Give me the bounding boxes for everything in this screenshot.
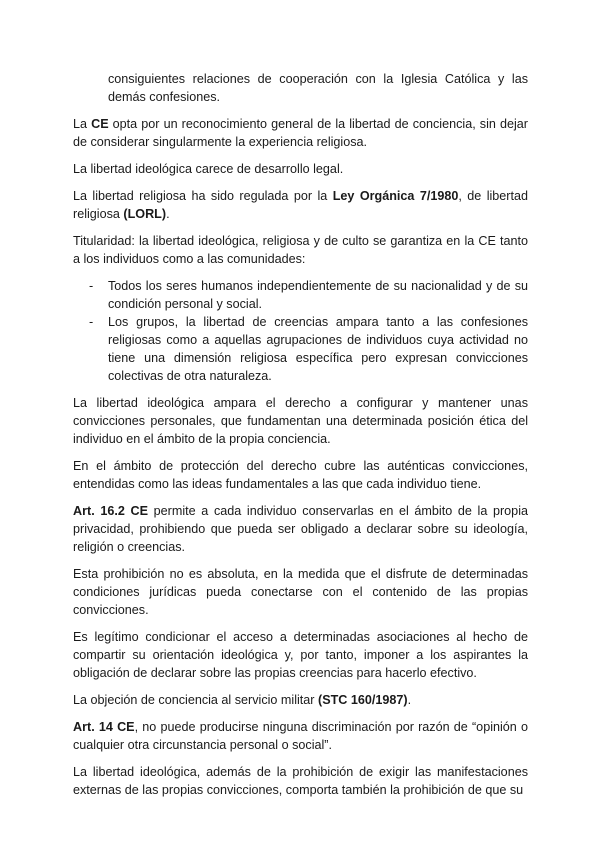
text: La libertad religiosa ha sido regulada por la [73,189,333,203]
text: En el ámbito de protección del derecho cubre las auténticas convicciones, entendidas como las ideas fundamentales a las que cada individuo tiene. [73,459,528,491]
text: . [166,207,170,221]
text: La libertad ideológica carece de desarrollo legal. [73,162,344,176]
text: Titularidad: la libertad ideológica, religiosa y de culto se garantiza en la CE tanto a los individuos como a las comunidades: [73,234,528,266]
bold-text: Ley Orgánica 7/1980 [332,189,459,203]
list-item [73,313,528,385]
bold-text: CE [91,117,109,131]
text: Esta prohibición no es absoluta, en la medida que el disfrute de determinadas condiciones jurídicas pueda conectarse con el contenido de las propias convicciones. [73,567,528,617]
document-body [73,70,528,808]
paragraph-art-14 [73,718,528,754]
list-item-text: Los grupos, la libertad de creencias ampara tanto a las confesiones religiosas como a aquellas agrupaciones de individuos cuya actividad no tiene una dimensión religiosa específica pero expresan convicciones colectivas de otra naturaleza. [108,315,528,383]
text: La libertad ideológica, además de la prohibición de exigir las manifestaciones externas de las propias convicciones, comporta también la prohibición de que su [73,765,528,797]
paragraph-ampara-derecho [73,394,528,448]
paragraph-continuation [73,70,528,106]
paragraph-ce-libertad-conciencia [73,115,528,151]
list-item-text: Todos los seres humanos independientemente de su nacionalidad y de su condición personal y social. [108,279,528,311]
paragraph-ambito-proteccion [73,457,528,493]
bold-text: (LORL) [123,207,167,221]
text: Es legítimo condicionar el acceso a determinadas asociaciones al hecho de compartir su orientación ideológica y, por tanto, imponer a los aspirantes la obligación de declarar sobre las propias creencias para hacerlo efectivo. [73,630,528,680]
text: opta por un reconocimiento general de la libertad de conciencia, sin dejar de considerar singularmente la experiencia religiosa. [73,117,528,149]
text: consiguientes relaciones de cooperación con la Iglesia Católica y las demás confesiones. [108,72,528,104]
list-dash-marker: - [89,279,94,293]
titularidad-list [73,277,528,385]
text: permite a cada individuo conservarlas en el ámbito de la propia privacidad, prohibiendo que pueda ser obligado a declarar sobre su ideología, religión o creencias. [73,504,528,554]
text: La objeción de conciencia al servicio militar [73,693,319,707]
paragraph-ademas-prohibicion [73,763,528,799]
text: La libertad ideológica ampara el derecho a configurar y mantener unas convicciones personales, que fundamentan una determinada posición ética del individuo en el ámbito de la propia conciencia. [73,396,528,446]
paragraph-libertad-religiosa [73,187,528,223]
paragraph-objecion [73,691,528,709]
paragraph-prohibicion [73,565,528,619]
list-dash-marker: - [89,315,94,329]
text: , no puede producirse ninguna discriminación por razón de “opinión o cualquier otra circunstancia personal o social”. [73,720,528,752]
bold-text: (STC 160/1987) [318,693,408,707]
paragraph-legitimo [73,628,528,682]
text: , de libertad religiosa [73,189,529,221]
text: La [73,117,92,131]
paragraph-titularidad [73,232,528,268]
bold-text: Art. 16.2 CE [73,504,148,518]
text: . [407,693,412,707]
list-item [73,277,528,313]
paragraph-art-16-2 [73,502,528,556]
paragraph-libertad-ideologica [73,160,528,178]
bold-text: Art. 14 CE [73,720,135,734]
